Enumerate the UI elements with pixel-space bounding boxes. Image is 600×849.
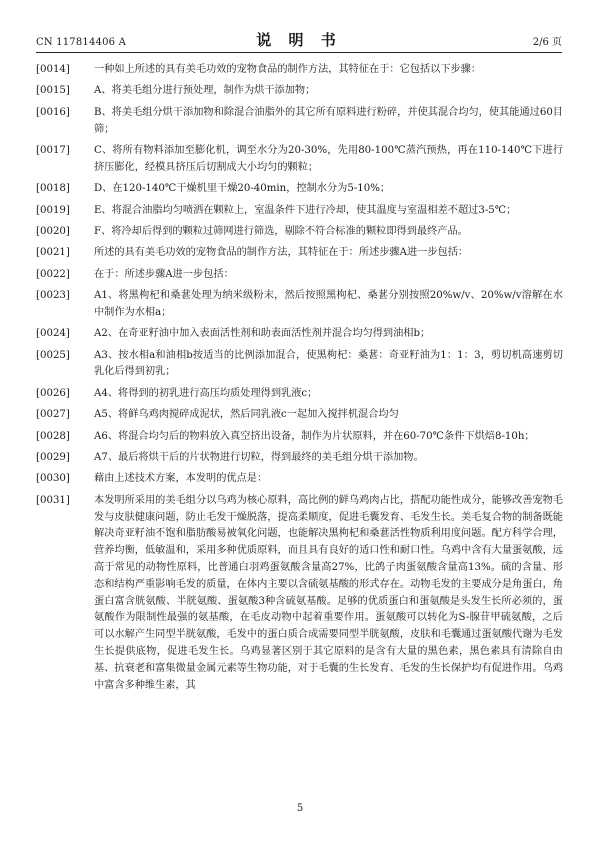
paragraph — [36, 326, 563, 343]
paragraph — [36, 386, 563, 403]
paragraph-number: [0015] — [36, 85, 70, 97]
paragraph-text: A5、将鲜乌鸡肉搅碎成泥状，然后同乳液c一起加入搅拌机混合均匀 — [94, 409, 399, 421]
paragraph-text: B、将美毛组分烘干添加物和除混合油脂外的其它所有原料进行粉碎，并使其混合均匀，使其能通过60目筛； — [94, 106, 563, 135]
paragraph-text: F、将冷却后得到的颗粒过筛网进行筛选，剔除不符合标准的颗粒即得到最终产品。 — [94, 225, 468, 237]
paragraph-text: E、将混合油脂均匀喷洒在颗粒上，室温条件下进行冷却，使其温度与室温相差不超过3-5℃； — [94, 204, 517, 216]
paragraph — [36, 267, 563, 284]
paragraph — [36, 143, 563, 177]
paragraph-number: [0020] — [36, 225, 70, 237]
paragraph-text: 在于：所述步骤A进一步包括： — [94, 268, 234, 280]
description-body — [36, 62, 563, 699]
paragraph — [36, 429, 563, 446]
paragraph-text: 本发明所采用的美毛组分以乌鸡为核心原料，高比例的鲜乌鸡肉占比，搭配功能性成分，能够改善宠物毛发与皮肤健康问题，防止毛发干燥脱落，提高柔顺度，促进毛囊发育、毛发生长。美毛复合物的制备既能解决奇亚籽油不饱和脂肪酸易被氧化问题，也能解决黑枸杞和桑葚活性物质利用度问题。配方科学合理，营养均衡，低敏温和，采用多种优质原料，而且具有良好的适口性和耐口性。乌鸡中含有大量蛋氨酸，远高于常见的动物性原料，比普通白羽鸡蛋氨酸含量高27%，比鸽子肉蛋氨酸含量高13%。硫的含量、形态和结构严重影响毛发的质量，在体内主要以含硫氨基酸的形式存在。动物毛发的主要成分是角蛋白，角蛋白富含胱氨酸、半胱氨酸、蛋氨酸3种含硫氨基酸。足够的优质蛋白和蛋氨酸是头发生长所必须的，蛋氨酸作为限制性最强的氨基酸，在毛皮动物中起着重要作用。蛋氨酸可以转化为S-腺苷甲硫氨酸，之后可以水解产生同型半胱氨酸，毛发中的蛋白质合成需要同型半胱氨酸，皮肤和毛囊通过蛋氨酸代谢为毛发生长提供底物，促进毛发生长。乌鸡显著区别于其它原料的是含有大量的黑色素，黑色素具有清除自由基、抗衰老和富集微量金属元素等生物功能，对于毛囊的生长发育、毛发的生长保护均有促进作用。乌鸡中富含多种维生素，其 — [94, 494, 563, 691]
page-indicator: 2/6 页 — [532, 37, 562, 48]
paragraph-text: A1、将黑枸杞和桑葚处理为纳米级粉末，然后按照黑枸杞、桑葚分别按照20%w/v、20%w/v溶解在水中制作为水相a； — [94, 290, 563, 318]
paragraph — [36, 203, 563, 220]
paragraph-text: A4、将得到的初乳进行高压均质处理得到乳液c； — [94, 387, 318, 399]
document-type-title: 说 明 书 — [256, 31, 342, 49]
paragraph — [36, 224, 563, 241]
patent-number: CN 117814406 A — [36, 37, 127, 48]
paragraph-number: [0016] — [36, 106, 70, 118]
paragraph-text: A7、最后将烘干后的片状物进行切粒，得到最终的美毛组分烘干添加物。 — [94, 452, 424, 464]
paragraph-number: [0028] — [36, 430, 70, 442]
paragraph — [36, 407, 563, 424]
paragraph-text: A2、在奇亚籽油中加入表面活性剂和助表面活性剂并混合均匀得到油相b； — [94, 328, 431, 340]
paragraph-text: A、将美毛组分进行预处理，制作为烘干添加物； — [94, 85, 316, 97]
paragraph-number: [0017] — [36, 144, 70, 156]
paragraph-number: [0014] — [36, 64, 70, 75]
paragraph-number: [0022] — [36, 268, 70, 280]
paragraph-number: [0029] — [36, 452, 70, 464]
paragraph-text: D、在120-140℃干燥机里干燥20-40min，控制水分为5-10%； — [94, 183, 391, 195]
page-header — [36, 30, 562, 53]
paragraph — [36, 348, 563, 382]
paragraph — [36, 471, 563, 488]
paragraph-text: 藉由上述技术方案，本发明的优点是： — [94, 473, 268, 485]
paragraph-number: [0025] — [36, 349, 70, 361]
paragraph — [36, 181, 563, 198]
paragraph-number: [0021] — [36, 247, 70, 259]
paragraph-text: A3、按水相a和油相b按适当的比例添加混合，使黑枸杞：桑葚：奇亚籽油为1：1：3，剪切机高速剪切乳化后得到初乳； — [94, 349, 563, 378]
paragraph-number: [0027] — [36, 409, 70, 421]
paragraph — [36, 105, 563, 139]
paragraph-number: [0023] — [36, 290, 70, 302]
paragraph-text: 一种如上所述的具有美毛功效的宠物食品的制作方法，其特征在于：它包括以下步骤： — [94, 64, 482, 75]
paragraph — [36, 62, 563, 79]
paragraph — [36, 493, 563, 695]
paragraph-text: 所述的具有美毛功效的宠物食品的制作方法，其特征在于：所述步骤A进一步包括： — [94, 247, 469, 259]
paragraph-number: [0024] — [36, 328, 70, 340]
paragraph — [36, 83, 563, 100]
paragraph-number: [0031] — [36, 494, 70, 506]
paragraph-number: [0019] — [36, 204, 70, 216]
paragraph — [36, 450, 563, 467]
paragraph-text: A6、将混合均匀后的物料放入真空挤出设备，制作为片状原料，并在60-70℃条件下烘焙8-10h； — [94, 430, 535, 442]
paragraph-number: [0030] — [36, 473, 70, 485]
paragraph-text: C、将所有物料添加至膨化机，调至水分为20-30%，先用80-100℃蒸汽预热，再在110-140℃下进行挤压膨化，经模具挤压后切割成大小均匀的颗粒； — [94, 144, 563, 173]
page-number: 5 — [296, 803, 304, 814]
paragraph — [36, 245, 563, 262]
paragraph-number: [0026] — [36, 387, 70, 399]
paragraph-number: [0018] — [36, 183, 70, 195]
paragraph — [36, 288, 563, 322]
